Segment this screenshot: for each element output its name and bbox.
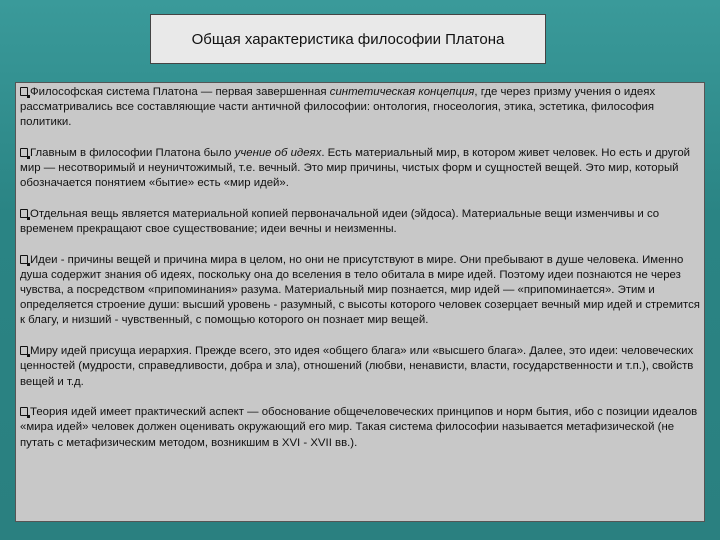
checkbox-bullet-icon	[20, 255, 28, 264]
paragraph-6	[20, 405, 700, 451]
checkbox-bullet-icon	[20, 87, 28, 96]
paragraph-text: . Есть материальный мир, в котором живет человек. Но есть и другой мир — несотворимый и неуничтожимый, т.е. вечный. Это мир причины, чистых форм и сущностей вещей. Это мир, который обозначается понятием «бытие» есть «мир идей».	[20, 146, 691, 190]
paragraph-text: Главным в философии Платона было	[30, 146, 235, 159]
paragraph-5	[20, 344, 700, 390]
paragraph-text: Философская система Платона — первая завершенная	[30, 86, 330, 98]
checkbox-bullet-icon	[20, 346, 28, 355]
title-box	[150, 14, 546, 64]
checkbox-bullet-icon	[20, 148, 28, 157]
slide-title: Общая характеристика философии Платона	[191, 30, 505, 48]
paragraph-text: Миру идей присуща иерархия. Прежде всего, это идея «общего блага» или «высшего блага». Далее, это идеи: человеческих ценностей (мудрости, справедливости, добра и зла), отношений (любви, ненависти, власти, государственности и т.п.), свойств вещей и т.д.	[20, 345, 694, 388]
paragraph-emphasis: учение об идеях	[234, 146, 322, 159]
paragraph-emphasis: синтетическая концепция	[329, 86, 475, 98]
paragraph-1	[20, 85, 700, 131]
paragraph-2	[20, 146, 700, 192]
content-panel	[15, 82, 705, 522]
paragraph-text: Теория идей имеет практический аспект — обоснование общечеловеческих принципов и норм бытия, ибо с позиции идеалов «мира идей» человек должен оценивать окружающий его мир. Такая система философии называется метафизической (не путать с метафизическим методом, возникшим в XVI - XVII вв.).	[20, 406, 698, 449]
paragraph-text: Отдельная вещь является материальной копией первоначальной идеи (эйдоса). Материальные вещи изменчивы и со временем прекращают свое существование; идеи вечны и неизменны.	[20, 207, 660, 235]
checkbox-bullet-icon	[20, 407, 28, 416]
paragraph-4	[20, 253, 700, 329]
paragraph-text: Идеи - причины вещей и причина мира в целом, но они не присутствуют в мире. Они пребывают в душе человека. Именно душа содержит знания об идеях, поскольку она до вселения в тело обитала в мире идей. Поэтому идеи познаются не через чувства, а посредством «припоминания» разума. Материальный мир познается, мир идей — «припоминается». Этим и определяется строение души: высший уровень - разумный, с высоты которого человек созерцает вечный мир идей и стремится к благу, и низший - чувственный, с помощью которого он познает мир вещей.	[20, 253, 700, 327]
paragraph-text: , где через призму учения о идеях рассматривались все составляющие части античной философии: онтология, гносеология, этика, эстетика, философия политики.	[20, 86, 656, 129]
paragraph-3	[20, 207, 700, 237]
checkbox-bullet-icon	[20, 209, 28, 218]
